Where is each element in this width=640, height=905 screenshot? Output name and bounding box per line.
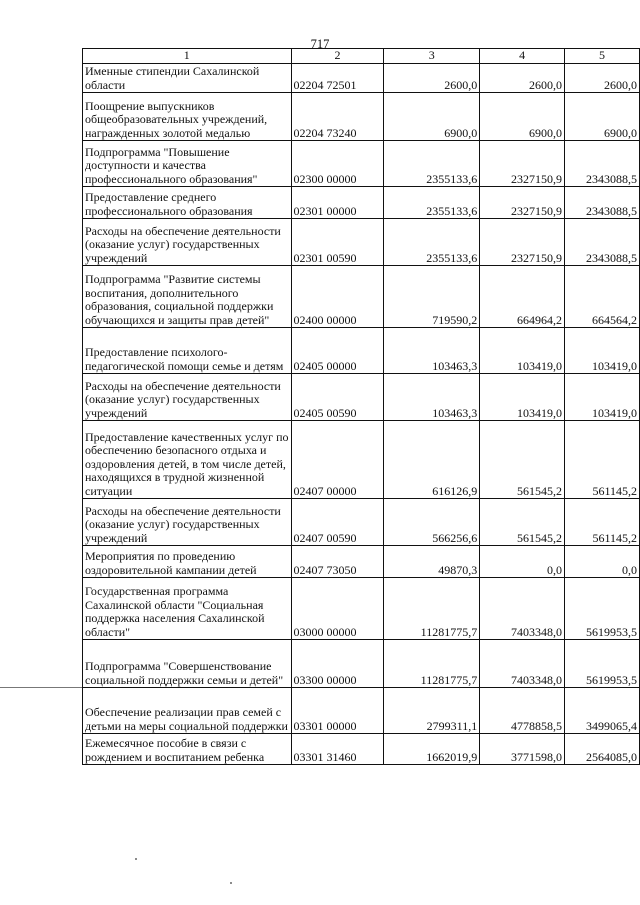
amount-col3: 2600,0	[384, 64, 480, 93]
table-row	[83, 421, 640, 499]
amount-col3: 2355133,6	[384, 219, 480, 266]
table-row	[83, 374, 640, 421]
page-number: 717	[310, 37, 330, 51]
column-header: 3	[384, 49, 480, 64]
scan-speck	[135, 858, 137, 860]
table-row	[83, 578, 640, 640]
amount-col4: 103419,0	[480, 328, 565, 374]
amount-col5: 5619953,5	[565, 640, 640, 688]
item-code: 02301 00000	[291, 187, 384, 219]
item-code: 02204 72501	[291, 64, 384, 93]
amount-col3: 2355133,6	[384, 141, 480, 187]
amount-col3: 11281775,7	[384, 578, 480, 640]
amount-col5: 5619953,5	[565, 578, 640, 640]
amount-col5: 2343088,5	[565, 219, 640, 266]
item-name: Расходы на обеспечение деятельности (оказание услуг) государственных учреждений	[83, 374, 292, 421]
item-name: Подпрограмма "Развитие системы воспитания, дополнительного образования, социальной поддержки обучающихся и защиты прав детей"	[83, 266, 292, 328]
amount-col3: 616126,9	[384, 421, 480, 499]
amount-col4: 664964,2	[480, 266, 565, 328]
amount-col4: 2327150,9	[480, 187, 565, 219]
amount-col4: 103419,0	[480, 374, 565, 421]
amount-col3: 103463,3	[384, 328, 480, 374]
amount-col5: 2600,0	[565, 64, 640, 93]
item-code: 02300 00000	[291, 141, 384, 187]
item-code: 03301 00000	[291, 688, 384, 734]
item-code: 03000 00000	[291, 578, 384, 640]
item-code: 03301 31460	[291, 734, 384, 765]
amount-col4: 3771598,0	[480, 734, 565, 765]
scan-speck	[230, 882, 232, 884]
table-row	[83, 640, 640, 688]
amount-col3: 2799311,1	[384, 688, 480, 734]
item-code: 02405 00590	[291, 374, 384, 421]
item-code: 03300 00000	[291, 640, 384, 688]
table-row	[83, 546, 640, 578]
amount-col4: 7403348,0	[480, 578, 565, 640]
column-header: 5	[565, 49, 640, 64]
budget-table	[82, 48, 640, 765]
amount-col5: 561145,2	[565, 421, 640, 499]
amount-col3: 1662019,9	[384, 734, 480, 765]
table-row	[83, 688, 640, 734]
item-name: Предоставление психолого-педагогической помощи семье и детям	[83, 328, 292, 374]
item-code: 02204 73240	[291, 93, 384, 141]
item-code: 02407 00590	[291, 499, 384, 546]
table-row	[83, 499, 640, 546]
amount-col4: 4778858,5	[480, 688, 565, 734]
amount-col3: 6900,0	[384, 93, 480, 141]
amount-col4: 2327150,9	[480, 219, 565, 266]
table-row	[83, 93, 640, 141]
amount-col4: 7403348,0	[480, 640, 565, 688]
amount-col4: 561545,2	[480, 499, 565, 546]
scan-artifact-line	[0, 687, 82, 688]
item-name: Предоставление качественных услуг по обеспечению безопасного отдыха и оздоровления детей, в том числе детей, находящихся в трудной жизненной ситуации	[83, 421, 292, 499]
item-name: Расходы на обеспечение деятельности (оказание услуг) государственных учреждений	[83, 499, 292, 546]
amount-col5: 2564085,0	[565, 734, 640, 765]
amount-col3: 49870,3	[384, 546, 480, 578]
amount-col3: 103463,3	[384, 374, 480, 421]
amount-col4: 6900,0	[480, 93, 565, 141]
item-code: 02400 00000	[291, 266, 384, 328]
table-row	[83, 141, 640, 187]
table-row	[83, 266, 640, 328]
table-row	[83, 328, 640, 374]
amount-col5: 664564,2	[565, 266, 640, 328]
amount-col3: 719590,2	[384, 266, 480, 328]
amount-col5: 6900,0	[565, 93, 640, 141]
item-code: 02301 00590	[291, 219, 384, 266]
amount-col5: 103419,0	[565, 374, 640, 421]
amount-col5: 561145,2	[565, 499, 640, 546]
item-name: Расходы на обеспечение деятельности (оказание услуг) государственных учреждений	[83, 219, 292, 266]
table-row	[83, 64, 640, 93]
column-header: 4	[480, 49, 565, 64]
item-code: 02405 00000	[291, 328, 384, 374]
item-name: Обеспечение реализации прав семей с детьми на меры социальной поддержки	[83, 688, 292, 734]
table-row	[83, 734, 640, 765]
amount-col3: 566256,6	[384, 499, 480, 546]
item-name: Подпрограмма "Совершенствование социальной поддержки семьи и детей"	[83, 640, 292, 688]
amount-col4: 0,0	[480, 546, 565, 578]
amount-col5: 3499065,4	[565, 688, 640, 734]
amount-col3: 2355133,6	[384, 187, 480, 219]
item-name: Предоставление среднего профессионального образования	[83, 187, 292, 219]
table-header-row	[83, 49, 640, 64]
item-name: Именные стипендии Сахалинской области	[83, 64, 292, 93]
amount-col5: 103419,0	[565, 328, 640, 374]
item-name: Подпрограмма "Повышение доступности и качества профессионального образования"	[83, 141, 292, 187]
item-name: Мероприятия по проведению оздоровительной кампании детей	[83, 546, 292, 578]
amount-col4: 2327150,9	[480, 141, 565, 187]
item-code: 02407 00000	[291, 421, 384, 499]
amount-col3: 11281775,7	[384, 640, 480, 688]
item-name: Поощрение выпускников общеобразовательных учреждений, награжденных золотой медалью	[83, 93, 292, 141]
column-header: 1	[83, 49, 292, 64]
amount-col4: 2600,0	[480, 64, 565, 93]
item-name: Государственная программа Сахалинской области "Социальная поддержка населения Сахалинской области"	[83, 578, 292, 640]
amount-col5: 0,0	[565, 546, 640, 578]
amount-col5: 2343088,5	[565, 187, 640, 219]
table-row	[83, 219, 640, 266]
item-name: Ежемесячное пособие в связи с рождением и воспитанием ребенка	[83, 734, 292, 765]
table-row	[83, 187, 640, 219]
column-header: 2	[291, 49, 384, 64]
amount-col5: 2343088,5	[565, 141, 640, 187]
amount-col4: 561545,2	[480, 421, 565, 499]
item-code: 02407 73050	[291, 546, 384, 578]
